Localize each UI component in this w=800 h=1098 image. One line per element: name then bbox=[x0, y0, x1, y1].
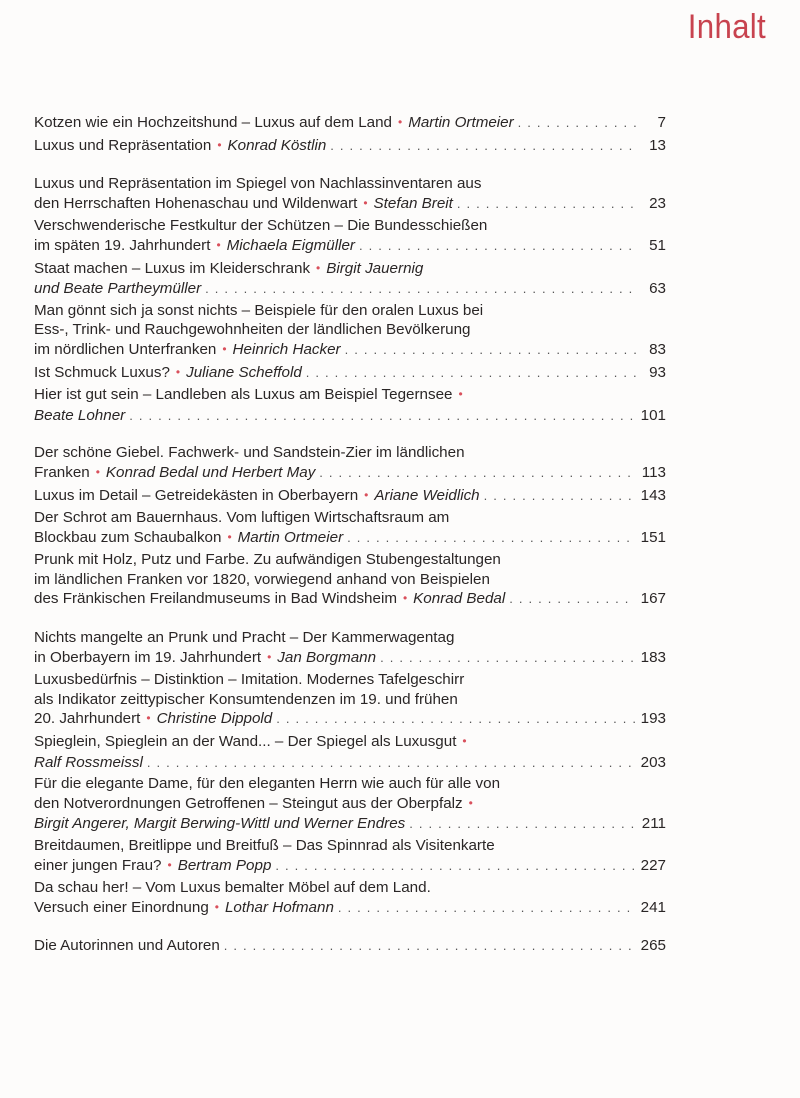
entry-title: Blockbau zum Schaubalkon bbox=[34, 528, 222, 546]
entry-title: einer jungen Frau? bbox=[34, 856, 162, 874]
bullet-separator-icon: • bbox=[402, 591, 408, 606]
toc-entry[interactable] bbox=[34, 732, 666, 772]
bullet-separator-icon: • bbox=[214, 899, 219, 914]
dot-leader bbox=[147, 753, 635, 773]
dot-leader bbox=[484, 486, 635, 506]
entry-author[interactable]: Konrad Bedal bbox=[413, 590, 506, 608]
bullet-separator-icon: • bbox=[364, 487, 369, 502]
page-number[interactable]: 151 bbox=[640, 528, 666, 546]
bullet-separator-icon: • bbox=[217, 137, 222, 152]
entry-last-line bbox=[34, 528, 666, 549]
dot-leader bbox=[319, 463, 635, 483]
bullet-separator-icon: • bbox=[146, 711, 151, 726]
toc-group bbox=[34, 443, 666, 610]
page-number[interactable]: 83 bbox=[649, 340, 666, 358]
entry-title: Luxus und Repräsentation bbox=[34, 136, 212, 154]
entry-title-line: im ländlichen Franken vor 1820, vorwiegend anhand von Beispielen bbox=[34, 570, 490, 588]
dot-leader bbox=[330, 136, 636, 156]
entry-last-line bbox=[34, 136, 666, 157]
page-number[interactable]: 265 bbox=[640, 937, 666, 955]
entry-title-line: Man gönnt sich ja sonst nichts – Beispiele für den oralen Luxus bei bbox=[34, 301, 484, 319]
entry-title-line: Der schöne Giebel. Fachwerk- und Sandstein-Zier im ländlichen bbox=[34, 444, 465, 462]
entry-author[interactable]: Beate Lohner bbox=[34, 406, 126, 424]
page-number[interactable]: 7 bbox=[657, 114, 666, 131]
bullet-separator-icon: • bbox=[216, 237, 221, 252]
entry-title-line: Luxus und Repräsentation im Spiegel von Nachlassinventaren aus bbox=[34, 175, 482, 193]
entry-title-line bbox=[34, 794, 666, 815]
bullet-separator-icon: • bbox=[458, 387, 463, 402]
page-number[interactable]: 101 bbox=[640, 406, 666, 424]
entry-last-line bbox=[34, 753, 666, 773]
page-number[interactable]: 143 bbox=[640, 486, 666, 504]
dot-leader bbox=[518, 113, 636, 133]
bullet-separator-icon: • bbox=[227, 529, 232, 544]
toc-group bbox=[34, 174, 666, 425]
entry-title-line: Nichts mangelte an Prunk und Pracht – Der Kammerwagentag bbox=[34, 629, 455, 647]
page-number[interactable]: 13 bbox=[649, 136, 666, 154]
toc-entry[interactable] bbox=[34, 550, 666, 610]
toc-entry[interactable] bbox=[34, 259, 666, 299]
dot-leader bbox=[380, 648, 635, 668]
entry-title-text: den Notverordnungen Getroffenen – Steingut aus der Oberpfalz bbox=[34, 794, 463, 812]
dot-leader bbox=[276, 709, 634, 729]
dot-leader bbox=[338, 898, 635, 918]
page-number[interactable]: 193 bbox=[640, 710, 666, 728]
entry-title-line: Luxusbedürfnis – Distinktion – Imitation. Modernes Tafelgeschirr bbox=[34, 671, 465, 689]
entry-last-line bbox=[34, 236, 666, 257]
page-number[interactable]: 241 bbox=[640, 898, 666, 916]
entry-title: Kotzen wie ein Hochzeitshund – Luxus auf dem Land bbox=[34, 114, 392, 131]
entry-title: Die Autorinnen und Autoren bbox=[34, 937, 220, 955]
toc-group bbox=[34, 628, 666, 918]
dot-leader bbox=[129, 406, 634, 426]
toc-entry[interactable] bbox=[34, 878, 666, 918]
page-number[interactable]: 93 bbox=[649, 363, 666, 381]
entry-last-line bbox=[34, 814, 666, 834]
entry-title-line: Breitdaumen, Breitlippe und Breitfuß – Das Spinnrad als Visitenkarte bbox=[34, 837, 495, 854]
dot-leader bbox=[457, 194, 636, 214]
entry-last-line bbox=[34, 279, 666, 299]
toc-entry[interactable] bbox=[34, 363, 666, 384]
entry-author[interactable]: Stefan Breit bbox=[373, 194, 453, 212]
entry-title-line: Der Schrot am Bauernhaus. Vom luftigen Wirtschaftsraum am bbox=[34, 509, 450, 527]
bullet-separator-icon: • bbox=[175, 364, 181, 379]
dot-leader bbox=[509, 589, 634, 609]
dot-leader bbox=[345, 340, 636, 360]
bullet-separator-icon: • bbox=[95, 464, 100, 479]
entry-title-text bbox=[34, 936, 220, 956]
table-of-contents bbox=[34, 113, 666, 974]
entry-author[interactable]: Lothar Hofmann bbox=[224, 898, 334, 916]
bullet-separator-icon: • bbox=[316, 260, 321, 275]
bullet-separator-icon: • bbox=[462, 734, 467, 749]
dot-leader bbox=[306, 363, 636, 383]
entry-last-line bbox=[34, 898, 666, 919]
toc-entry[interactable] bbox=[34, 174, 666, 214]
entry-title-text bbox=[34, 528, 343, 549]
entry-title-text bbox=[34, 340, 341, 361]
entry-last-line bbox=[34, 486, 666, 507]
entry-author[interactable]: Christine Dippold bbox=[156, 710, 273, 728]
toc-entry[interactable] bbox=[34, 936, 666, 956]
entry-last-line bbox=[34, 406, 666, 426]
page-number[interactable]: 51 bbox=[649, 236, 666, 254]
entry-title-line: Da schau her! – Vom Luxus bemalter Möbel auf dem Land. bbox=[34, 879, 431, 897]
bullet-separator-icon: • bbox=[397, 115, 403, 129]
entry-author[interactable]: Birgit Angerer, Margit Berwing-Wittl und Werner Endres bbox=[34, 815, 406, 833]
page-number[interactable]: 203 bbox=[640, 753, 666, 771]
entry-title-line bbox=[34, 732, 666, 753]
entry-title-line: Ess-, Trink- und Rauchgewohnheiten der ländlichen Bevölkerung bbox=[34, 321, 471, 339]
bullet-separator-icon: • bbox=[267, 649, 272, 664]
entry-author[interactable]: Birgit Jauernig bbox=[326, 259, 424, 277]
entry-title: in Oberbayern im 19. Jahrhundert bbox=[34, 648, 262, 666]
toc-group bbox=[34, 113, 666, 156]
entry-title-text bbox=[34, 709, 272, 730]
page-number[interactable]: 183 bbox=[640, 648, 666, 666]
entry-title: Franken bbox=[34, 463, 90, 481]
entry-title-line: Verschwenderische Festkultur der Schützen – Die Bundesschießen bbox=[34, 217, 488, 235]
entry-author[interactable]: Ralf Rossmeissl bbox=[34, 753, 143, 771]
entry-title-text: Hier ist gut sein – Landleben als Luxus am Beispiel Tegernsee bbox=[34, 386, 453, 404]
entry-title-text bbox=[34, 136, 326, 157]
toc-entry[interactable] bbox=[34, 628, 666, 668]
entry-title-text bbox=[34, 363, 302, 384]
bullet-separator-icon: • bbox=[222, 341, 227, 356]
entry-title: Luxus im Detail – Getreidekästen in Oberbayern bbox=[34, 486, 359, 504]
toc-entry[interactable] bbox=[34, 486, 666, 507]
entry-title: im späten 19. Jahrhundert bbox=[34, 236, 211, 254]
entry-last-line bbox=[34, 113, 666, 134]
entry-title-line bbox=[34, 385, 666, 406]
entry-title-text: Staat machen – Luxus im Kleiderschrank bbox=[34, 259, 311, 277]
entry-author[interactable]: Jan Borgmann bbox=[277, 648, 377, 666]
entry-last-line bbox=[34, 463, 666, 484]
entry-author[interactable]: Bertram Popp bbox=[177, 856, 272, 874]
page-number[interactable]: 113 bbox=[641, 463, 666, 481]
dot-leader bbox=[205, 279, 636, 299]
entry-title: im nördlichen Unterfranken bbox=[34, 340, 217, 358]
page-number[interactable]: 227 bbox=[640, 856, 666, 874]
dot-leader bbox=[347, 528, 635, 548]
entry-title-text bbox=[34, 856, 271, 877]
dot-leader bbox=[409, 814, 636, 834]
toc-entry[interactable] bbox=[34, 385, 666, 425]
entry-author[interactable]: Martin Ortmeier bbox=[408, 114, 514, 131]
page-number[interactable]: 63 bbox=[649, 280, 666, 298]
bullet-separator-icon: • bbox=[167, 857, 172, 872]
toc-entry[interactable] bbox=[34, 670, 666, 730]
entry-title-text bbox=[34, 648, 376, 669]
entry-author[interactable]: Konrad Bedal und Herbert May bbox=[105, 463, 316, 481]
entry-title: Versuch einer Einordnung bbox=[34, 898, 209, 916]
dot-leader bbox=[275, 856, 634, 876]
entry-author[interactable]: Heinrich Hacker bbox=[232, 340, 341, 358]
entry-title-text bbox=[34, 194, 453, 215]
page-number[interactable]: 167 bbox=[640, 590, 666, 608]
entry-title-text bbox=[34, 486, 480, 507]
entry-title-line: als Indikator zeittypischer Konsumtendenzen im 19. und frühen bbox=[34, 690, 458, 708]
entry-title-line: Prunk mit Holz, Putz und Farbe. Zu aufwändigen Stubengestaltungen bbox=[34, 551, 501, 569]
entry-last-line bbox=[34, 194, 666, 215]
entry-title: des Fränkischen Freilandmuseums in Bad Windsheim bbox=[34, 590, 397, 608]
entry-last-line bbox=[34, 363, 666, 384]
entry-title-line bbox=[34, 259, 666, 280]
entry-last-line bbox=[34, 856, 666, 877]
entry-title-line: Für die elegante Dame, für den eleganten Herrn wie auch für alle von bbox=[34, 775, 501, 793]
toc-entry[interactable] bbox=[34, 508, 666, 548]
entry-last-line bbox=[34, 589, 666, 610]
entry-author[interactable]: Ariane Weidlich bbox=[374, 486, 480, 504]
entry-title-text bbox=[34, 113, 514, 134]
toc-entry[interactable] bbox=[34, 774, 666, 834]
toc-group bbox=[34, 936, 666, 956]
entry-last-line bbox=[34, 648, 666, 669]
page-number[interactable]: 23 bbox=[649, 194, 666, 212]
entry-title-text bbox=[34, 463, 315, 484]
toc-entry[interactable] bbox=[34, 216, 666, 256]
toc-entry[interactable] bbox=[34, 301, 666, 361]
entry-title-text bbox=[34, 589, 505, 610]
toc-entry[interactable] bbox=[34, 136, 666, 157]
toc-entry[interactable] bbox=[34, 836, 666, 876]
entry-title-text: Spieglein, Spieglein an der Wand... – Der Spiegel als Luxusgut bbox=[34, 733, 457, 751]
dot-leader bbox=[359, 236, 636, 256]
entry-title: den Herrschaften Hohenaschau und Wildenwart bbox=[34, 194, 358, 212]
entry-last-line bbox=[34, 709, 666, 730]
bullet-separator-icon: • bbox=[363, 195, 368, 210]
entry-title: 20. Jahrhundert bbox=[34, 710, 141, 728]
entry-author[interactable]: Konrad Köstlin bbox=[227, 136, 327, 154]
entry-last-line bbox=[34, 340, 666, 361]
entry-title-text bbox=[34, 236, 355, 257]
page-number[interactable]: 211 bbox=[641, 815, 666, 833]
entry-author[interactable]: und Beate Partheymüller bbox=[34, 280, 202, 298]
page-title: Inhalt bbox=[687, 8, 766, 46]
dot-leader bbox=[224, 936, 635, 956]
entry-author[interactable]: Michaela Eigmüller bbox=[226, 236, 355, 254]
entry-last-line bbox=[34, 936, 666, 956]
entry-author[interactable]: Martin Ortmeier bbox=[237, 528, 344, 546]
entry-title-text bbox=[34, 898, 334, 919]
toc-entry[interactable] bbox=[34, 443, 666, 483]
entry-title: Ist Schmuck Luxus? bbox=[34, 363, 170, 381]
toc-entry[interactable] bbox=[34, 113, 666, 134]
entry-author[interactable]: Juliane Scheffold bbox=[186, 363, 302, 381]
bullet-separator-icon: • bbox=[468, 795, 473, 810]
